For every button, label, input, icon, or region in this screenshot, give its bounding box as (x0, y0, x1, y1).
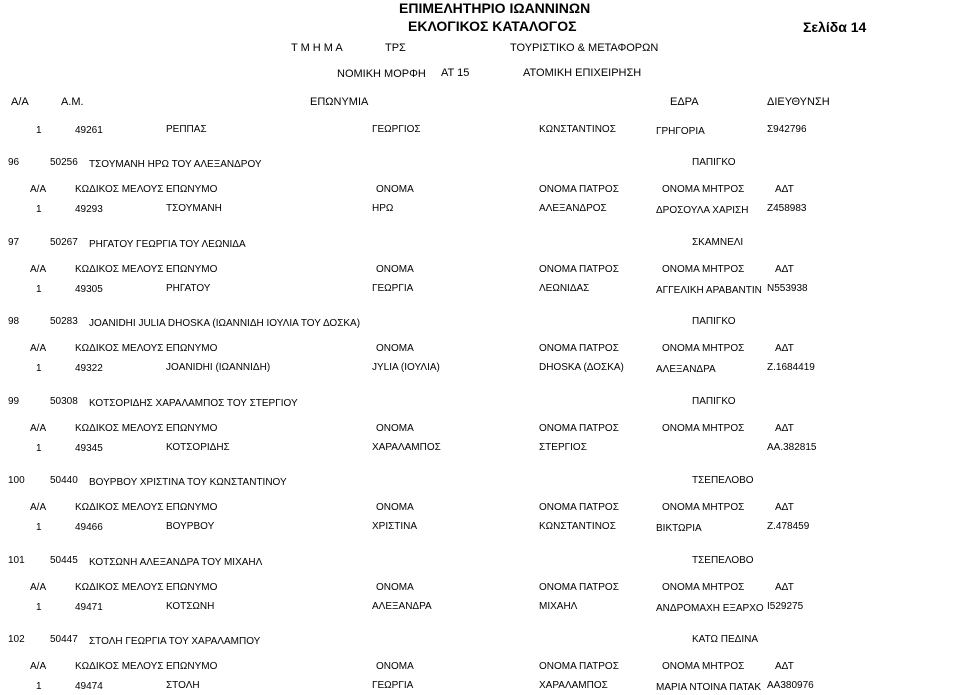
entry-am: 50308 (50, 395, 78, 407)
member-surname: ΣΤΟΛΗ (166, 680, 200, 691)
member-id: Ι529275 (767, 600, 804, 612)
entry-seat: ΠΑΠΙΓΚΟ (692, 316, 736, 327)
sub-col-surname: ΕΠΩΝΥΜΟ (166, 502, 218, 513)
sub-col-surname: ΕΠΩΝΥΜΟ (166, 263, 218, 275)
member-code: 49322 (75, 363, 103, 374)
sub-col-mother: ΟΝΟΜΑ ΜΗΤΡΟΣ (662, 263, 745, 275)
sub-col-code: ΚΩΔΙΚΟΣ ΜΕΛΟΥΣ (75, 184, 164, 195)
member-name: ΧΡΙΣΤΙΝΑ (372, 521, 418, 532)
member-mother: ΑΓΓΕΛΙΚΗ ΑΡΑΒΑΝΤΙΝ (656, 285, 762, 296)
sub-col-aa: Α/Α (30, 184, 47, 195)
member-surname: ΚΟΤΣΩΝΗ (166, 600, 215, 612)
member-surname: ΡΗΓΑΤΟΥ (166, 282, 211, 294)
sub-col-surname: ΕΠΩΝΥΜΟ (166, 661, 218, 672)
entry-aa: 100 (8, 475, 25, 486)
sub-col-name: ΟΝΟΜΑ (376, 581, 414, 593)
entry-name: ΒΟΥΡΒΟΥ ΧΡΙΣΤΙΝΑ ΤΟΥ ΚΩΝΣΤΑΝΤΙΝΟΥ (89, 477, 287, 488)
member-father: ΚΩΝΣΤΑΝΤΙΝΟΣ (539, 521, 616, 532)
member-code: 49305 (75, 283, 103, 295)
member-father: ΑΛΕΞΑΝΔΡΟΣ (539, 203, 607, 214)
member-father: ΧΑΡΑΛΑΜΠΟΣ (539, 680, 608, 691)
sub-col-code: ΚΩΔΙΚΟΣ ΜΕΛΟΥΣ (75, 502, 164, 513)
entry-name: ΤΣΟΥΜΑΝΗ ΗΡΩ ΤΟΥ ΑΛΕΞΑΝΔΡΟΥ (89, 159, 262, 170)
sub-col-id: ΑΔΤ (775, 422, 794, 434)
entry-seat: ΠΑΠΙΓΚΟ (692, 395, 736, 407)
entry-seat: ΤΣΕΠΕΛΟΒΟ (692, 475, 754, 486)
member-aa: 1 (36, 363, 42, 374)
sub-col-aa: Α/Α (30, 661, 47, 672)
entry-aa: 98 (8, 316, 20, 327)
entry-aa: 102 (8, 634, 25, 645)
entry-aa: 96 (8, 157, 20, 168)
entry-am: 50256 (50, 157, 78, 168)
member-surname: JOANIDHI (ΙΩΑΝΝΙΔΗ) (166, 362, 271, 373)
sub-col-father: ΟΝΟΜΑ ΠΑΤΡΟΣ (539, 422, 619, 434)
member-name: ΓΕΩΡΓΙΑ (372, 680, 414, 691)
member-aa: 1 (36, 601, 42, 613)
entry-am: 50447 (50, 634, 78, 645)
entry-name: ΣΤΟΛΗ ΓΕΩΡΓΙΑ ΤΟΥ ΧΑΡΑΛΑΜΠΟΥ (89, 636, 261, 647)
member-surname: ΡΕΠΠΑΣ (166, 124, 207, 135)
section-code: ΤΡΣ (385, 42, 406, 54)
entry-am: 50440 (50, 475, 78, 486)
sub-col-code: ΚΩΔΙΚΟΣ ΜΕΛΟΥΣ (75, 581, 164, 593)
col-eponymia: ΕΠΩΝΥΜΙΑ (310, 96, 369, 108)
sub-col-father: ΟΝΟΜΑ ΠΑΤΡΟΣ (539, 184, 619, 195)
member-aa: 1 (36, 283, 42, 295)
sub-col-aa: Α/Α (30, 422, 47, 434)
member-id: Ζ.478459 (767, 521, 810, 532)
member-mother: ΒΙΚΤΩΡΙΑ (656, 524, 702, 534)
sub-col-father: ΟΝΟΜΑ ΠΑΤΡΟΣ (539, 581, 619, 593)
member-name: ΧΑΡΑΛΑΜΠΟΣ (372, 441, 441, 453)
member-mother: ΓΡΗΓΟΡΙΑ (656, 127, 705, 137)
sub-col-father: ΟΝΟΜΑ ΠΑΤΡΟΣ (539, 343, 619, 354)
sub-col-name: ΟΝΟΜΑ (376, 184, 414, 195)
member-code: 49261 (75, 125, 103, 136)
sub-col-name: ΟΝΟΜΑ (376, 343, 414, 354)
entry-am: 50445 (50, 554, 78, 566)
legal-form-label: ΝΟΜΙΚΗ ΜΟΡΦΗ (337, 68, 426, 80)
member-surname: ΚΟΤΣΟΡΙΔΗΣ (166, 441, 230, 453)
section-label: Τ Μ Η Μ Α (291, 42, 343, 54)
sub-col-aa: Α/Α (30, 581, 47, 593)
catalog-title: ΕΚΛΟΓΙΚΟΣ ΚΑΤΑΛΟΓΟΣ (408, 18, 577, 34)
member-father: ΛΕΩΝΙΔΑΣ (539, 282, 590, 294)
entry-aa: 99 (8, 395, 20, 407)
entry-name: ΡΗΓΑΤΟΥ ΓΕΩΡΓΙΑ ΤΟΥ ΛΕΩΝΙΔΑ (89, 238, 246, 250)
section-name: ΤΟΥΡΙΣΤΙΚΟ & ΜΕΤΑΦΟΡΩΝ (510, 42, 659, 54)
col-aa: Α/Α (11, 96, 29, 108)
entry-aa: 97 (8, 236, 20, 248)
entry-seat: ΚΑΤΩ ΠΕΔΙΝΑ (692, 634, 759, 645)
member-name: ΓΕΩΡΓΙΟΣ (372, 124, 421, 135)
sub-col-id: ΑΔΤ (775, 263, 794, 275)
entry-name: JOANIDHI JULIA DHOSKA (ΙΩΑΝΝΙΔΗ ΙΟΥΛΙΑ ΤΟΥ ΔΟΣΚΑ) (89, 318, 361, 329)
member-father: ΚΩΝΣΤΑΝΤΙΝΟΣ (539, 124, 616, 135)
member-name: ΑΛΕΞΑΝΔΡΑ (372, 600, 432, 612)
sub-col-id: ΑΔΤ (775, 343, 794, 354)
sub-col-surname: ΕΠΩΝΥΜΟ (166, 581, 218, 593)
member-aa: 1 (36, 681, 42, 692)
sub-col-mother: ΟΝΟΜΑ ΜΗΤΡΟΣ (662, 343, 745, 354)
member-aa: 1 (36, 522, 42, 533)
sub-col-id: ΑΔΤ (775, 502, 794, 513)
sub-col-code: ΚΩΔΙΚΟΣ ΜΕΛΟΥΣ (75, 263, 164, 275)
member-surname: ΒΟΥΡΒΟΥ (166, 521, 215, 532)
member-name: ΗΡΩ (372, 203, 394, 214)
sub-col-name: ΟΝΟΜΑ (376, 422, 414, 434)
entry-aa: 101 (8, 554, 25, 566)
sub-col-mother: ΟΝΟΜΑ ΜΗΤΡΟΣ (662, 422, 745, 434)
chamber-title: ΕΠΙΜΕΛΗΤΗΡΙΟ ΙΩΑΝΝΙΝΩΝ (399, 0, 591, 16)
member-aa: 1 (36, 204, 42, 215)
legal-form-name: ΑΤΟΜΙΚΗ ΕΠΙΧΕΙΡΗΣΗ (523, 67, 642, 79)
member-name: ΓΕΩΡΓΙΑ (372, 282, 414, 294)
member-id: Ζ458983 (767, 203, 807, 214)
sub-col-father: ΟΝΟΜΑ ΠΑΤΡΟΣ (539, 263, 619, 275)
entry-name: ΚΟΤΣΩΝΗ ΑΛΕΞΑΝΔΡΑ ΤΟΥ ΜΙΧΑΗΛ (89, 556, 263, 568)
sub-col-name: ΟΝΟΜΑ (376, 661, 414, 672)
sub-col-name: ΟΝΟΜΑ (376, 263, 414, 275)
member-father: DHOSKA (ΔΟΣΚΑ) (539, 362, 624, 373)
sub-col-father: ΟΝΟΜΑ ΠΑΤΡΟΣ (539, 661, 619, 672)
member-father: ΣΤΕΡΓΙΟΣ (539, 441, 587, 453)
entry-seat: ΤΣΕΠΕΛΟΒΟ (692, 554, 754, 566)
col-dieythynsi: ΔΙΕΥΘΥΝΣΗ (767, 96, 830, 108)
member-mother: ΜΑΡΙΑ ΝΤΟΙΝΑ ΠΑΤΑΚ (656, 683, 762, 693)
sub-col-name: ΟΝΟΜΑ (376, 502, 414, 513)
sub-col-surname: ΕΠΩΝΥΜΟ (166, 422, 218, 434)
legal-form-code: ΑΤ 15 (441, 67, 470, 79)
sub-col-mother: ΟΝΟΜΑ ΜΗΤΡΟΣ (662, 581, 745, 593)
col-am: Α.Μ. (61, 96, 84, 108)
member-id: Ζ.1684419 (767, 362, 815, 373)
page-number: Σελίδα 14 (803, 19, 867, 35)
sub-col-surname: ΕΠΩΝΥΜΟ (166, 184, 218, 195)
sub-col-id: ΑΔΤ (775, 184, 794, 195)
sub-col-mother: ΟΝΟΜΑ ΜΗΤΡΟΣ (662, 502, 745, 513)
member-code: 49466 (75, 522, 103, 533)
member-id: Ν553938 (767, 282, 808, 294)
member-father: ΜΙΧΑΗΛ (539, 600, 578, 612)
sub-col-mother: ΟΝΟΜΑ ΜΗΤΡΟΣ (662, 184, 745, 195)
sub-col-id: ΑΔΤ (775, 661, 794, 672)
member-id: ΑΑ.382815 (767, 441, 817, 453)
member-aa: 1 (36, 442, 42, 454)
sub-col-code: ΚΩΔΙΚΟΣ ΜΕΛΟΥΣ (75, 422, 164, 434)
sub-col-aa: Α/Α (30, 502, 47, 513)
sub-col-id: ΑΔΤ (775, 581, 794, 593)
sub-col-surname: ΕΠΩΝΥΜΟ (166, 343, 218, 354)
member-code: 49345 (75, 442, 103, 454)
member-name: JYLIA (ΙΟΥΛΙΑ) (372, 362, 440, 373)
sub-col-code: ΚΩΔΙΚΟΣ ΜΕΛΟΥΣ (75, 343, 164, 354)
member-code: 49471 (75, 601, 103, 613)
member-code: 49293 (75, 204, 103, 215)
sub-col-aa: Α/Α (30, 263, 47, 275)
sub-col-father: ΟΝΟΜΑ ΠΑΤΡΟΣ (539, 502, 619, 513)
member-mother: ΑΝΔΡΟΜΑΧΗ ΕΞΑΡΧΟ (656, 603, 764, 614)
entry-name: ΚΟΤΣΟΡΙΔΗΣ ΧΑΡΑΛΑΜΠΟΣ ΤΟΥ ΣΤΕΡΓΙΟΥ (89, 397, 298, 409)
member-mother: ΔΡΟΣΟΥΛΑ ΧΑΡΙΣΗ (656, 206, 749, 216)
entry-am: 50283 (50, 316, 78, 327)
member-id: Σ942796 (767, 124, 807, 135)
entry-seat: ΠΑΠΙΓΚΟ (692, 157, 736, 168)
member-code: 49474 (75, 681, 103, 692)
member-surname: ΤΣΟΥΜΑΝΗ (166, 203, 222, 214)
member-id: ΑΑ380976 (767, 680, 814, 691)
col-edra: ΕΔΡΑ (670, 96, 699, 108)
member-aa: 1 (36, 125, 42, 136)
sub-col-code: ΚΩΔΙΚΟΣ ΜΕΛΟΥΣ (75, 661, 164, 672)
entry-am: 50267 (50, 236, 78, 248)
sub-col-aa: Α/Α (30, 343, 47, 354)
entry-seat: ΣΚΑΜΝΕΛΙ (692, 236, 744, 248)
member-mother: ΑΛΕΞΑΝΔΡΑ (656, 365, 716, 375)
sub-col-mother: ΟΝΟΜΑ ΜΗΤΡΟΣ (662, 661, 745, 672)
